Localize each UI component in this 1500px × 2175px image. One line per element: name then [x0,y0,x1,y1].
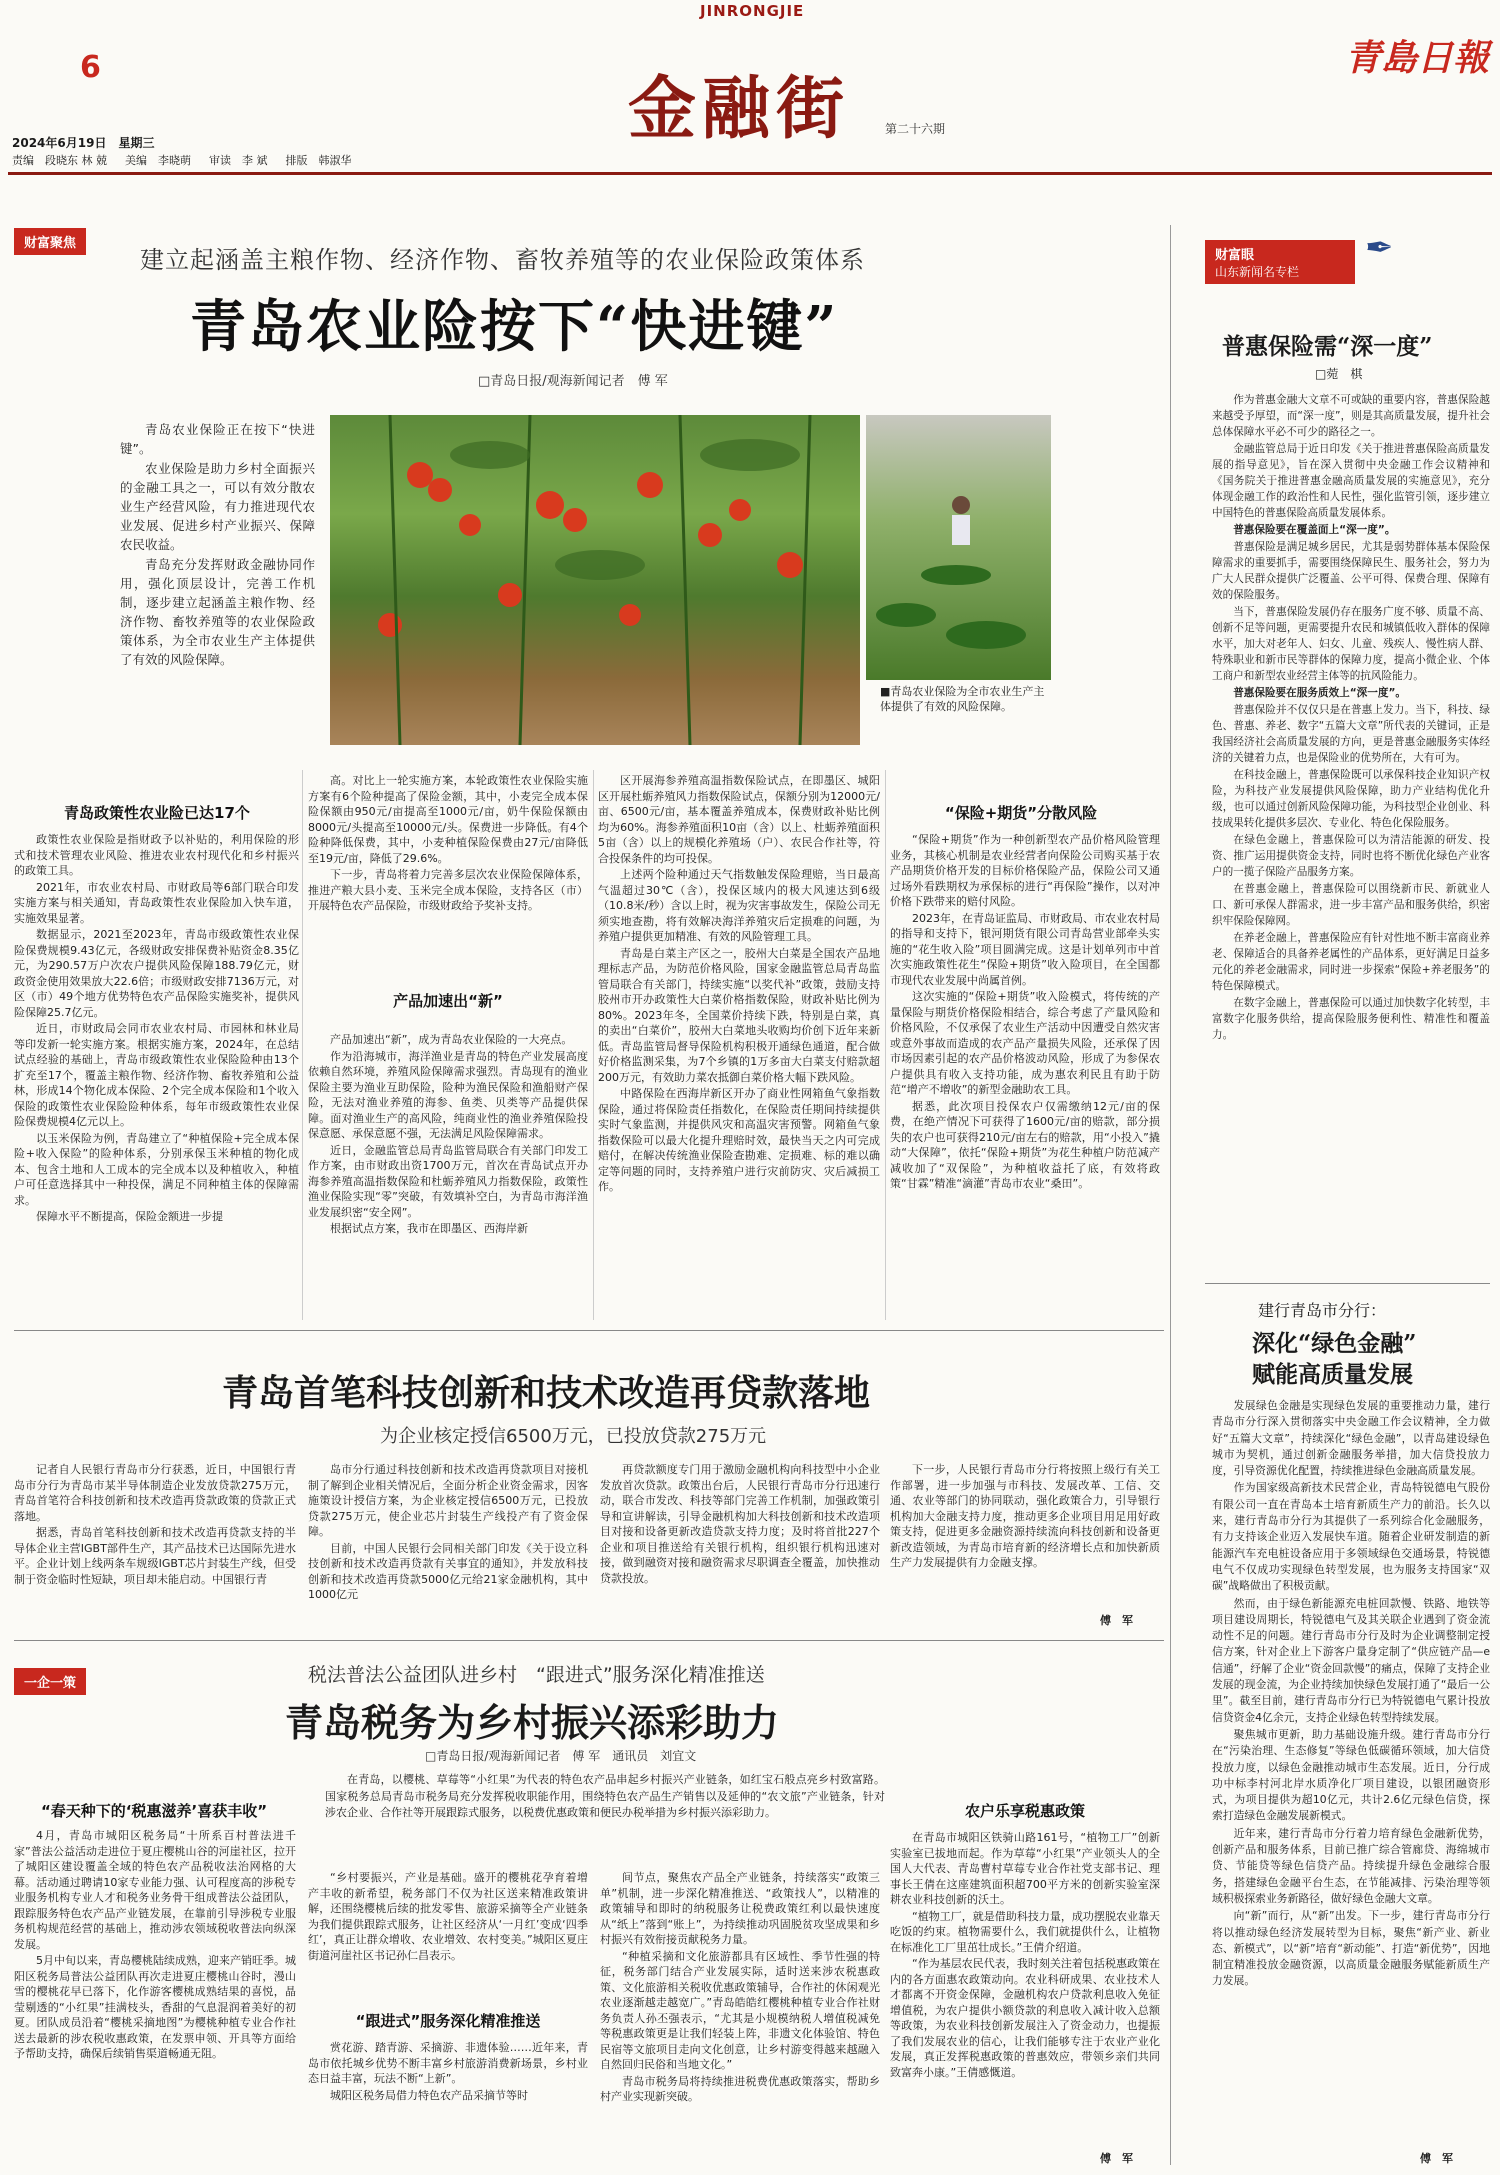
article3-lead [325,1772,885,1856]
column-divider [302,770,303,1320]
body-paragraph: 近日，金融监管总局青岛监管局联合有关部门印发工作方案，由市财政出资1700万元，首次在青岛试点开办海参养殖高温指数保险和杜蛎养殖风力指数保险，政策性渔业保险实现“零”突破，有效填补空白，为青岛市海洋渔业发展织密“安全网”。 [308,1143,588,1219]
article1-sub3: “保险+期货”分散风险 [944,804,1098,822]
sidebar-divider [1170,225,1171,2165]
body-paragraph: 2021年，市农业农村局、市财政局等6部门联合印发实施方案与相关通知，青岛政策性农业保险加入快车道，实施效果显著。 [14,880,299,925]
sidebar-body [1212,392,1490,1252]
article4-byline-end: 傅 军 [1420,2152,1453,2165]
article4-kicker: 建行青岛市分行： [1258,1301,1387,1320]
pen-icon: ✒ [1365,228,1394,268]
body-paragraph: 据悉，青岛首笔科技创新和技术改造再贷款支持的半导体企业主营IGBT部件生产，其产品技术已达国际先进水平。企业计划上线两条车规级IGBT芯片封装生产线，但受制于资金临时性短缺，项目却未能启动。中国银行青 [14,1526,296,1586]
sidebar-paragraph: 当下，普惠保险发展仍存在服务广度不够、质量不高、创新不足等问题，更需要提升农民和城镇低收入群体的保障水平，加大对老年人、妇女、儿童、残疾人、慢性病人群、特殊职业和新市民等群体的保障力度，提高小微企业、个体工商户和新型农业经营主体等的抗风险能力。 [1212,606,1490,682]
article3-tag: 一企一策 [14,1668,86,1695]
body-paragraph: “种植采摘和文化旅游都具有区域性、季节性强的特征，税务部门结合产业发展实际，适时送来涉农税惠政策、文化旅游相关税收优惠政策辅导，合作社的休闲观光农业逐渐越走越宽广。”青岛皓皓红樱桃种植专业合作社财务负责人孙丕强表示，“尤其是小规模纳税人增值税减免等税惠政策更是让我们轻装上阵，非遗文化体验馆、特色民宿等文旅项目走向文化创意，让乡村游变得越来越融入自然回归民俗和当地文化。” [600,1949,880,2071]
article1-sub2: 产品加速出“新” [393,992,503,1010]
article4-paragraph: 发展绿色金融是实现绿色发展的重要推动力量，建行青岛市分行深入贯彻落实中央金融工作会议精神，全力做好“五篇大文章”，持续深化“绿色金融”，以青岛建设绿色城市为契机，通过创新金融服务举措，加大信贷投放力度，引导资源优化配置，持续推进绿色金融高质量发展。 [1212,1399,1490,1478]
body-paragraph: 数据显示，2021至2023年，青岛市级政策性农业保险保费规模9.43亿元，各级财政安排保费补贴资金8.35亿元，为290.57万户次农户提供风险保障188.79亿元，财政资金使用效果放大22.6倍；市级财政安排7136万元，对区（市）49个地方优势特色农产品保险实施奖补，提供风险保障25.7亿元。 [14,928,299,1019]
article2-bottom-rule [14,1640,1164,1641]
sidebar-tag-line1: 财富眼 [1215,248,1255,263]
body-paragraph: 岛市分行通过科技创新和技术改造再贷款项目对接机制了解到企业相关情况后，全面分析企业资金需求，因客施策设计授信方案，为企业核定授信6500万元，已投放贷款275万元，使企业芯片封装生产线投产有了资金保障。 [308,1463,588,1538]
lead-paragraph: 青岛充分发挥财政金融协同作用，强化顶层设计，完善工作机制，逐步建立起涵盖主粮作物、经济作物、畜牧养殖等的农业保险政策体系，为全市农业生产主体提供了有效的风险保障。 [120,557,315,667]
body-paragraph: 上述两个险种通过天气指数触发保险理赔，当日最高气温超过30℃（含），投保区域内的极大风速达到6级（10.8米/秒）含以上时，视为灾害事故发生，保险公司无须实地查勘，将有效解决海洋养殖灾后定损难的问题，为养殖户提供更加精准、有效的风险管理工具。 [598,868,880,943]
credit-reviewer: 审读 李 斌 [209,154,268,167]
body-paragraph: “作为基层农民代表，我时刻关注着包括税惠政策在内的各方面惠农政策动向。农业科研成果、农业技术人才都离不开资金保障，金融机构农户贷款利息收入免征增值税，为农户提供小额贷款的利息收入减计收入总额等政策，为农业科技创新发展注入了资金动力，也提振了我们发展农业的信心，让我们能够专注于农业产业化发展，真正发挥税惠政策的普惠效应，带领乡亲们共同致富奔小康。”王倩感慨道。 [890,1957,1160,2079]
masthead [0,0,1500,167]
date-line: 2024年6月19日 星期三 [12,136,155,150]
column-divider [885,770,886,1320]
worker-illustration [866,415,1051,680]
body-paragraph: 作为沿海城市，海洋渔业是青岛的特色产业发展高度依赖自然环境，养殖风险保障需求强烈。青岛现有的渔业保险主要为渔业互助保险，险种为渔民保险和渔船财产保险，无法对渔业养殖的海参、鱼类、贝类等产品提供保障。面对渔业生产的高风险，纯商业性的渔业养殖保险投保意愿、承保意愿不强，无法满足风险保障需求。 [308,1049,588,1140]
field-worker-photo [866,415,1051,680]
sidebar-paragraph: 在养老金融上，普惠保险应有针对性地不断丰富商业养老、保障适合的具备养老属性的产品体系，更好满足日益多元化的养老金融需求，同时进一步探索“保险+养老服务”的特色保障模式。 [1212,932,1490,992]
body-paragraph: “保险+期货”作为一种创新型农产品价格风险管理业务，其核心机制是农业经营者向保险公司购买基于农产品期货价格开发的目标价格保险产品，保险公司又通过场外看跌期权为承保标的进行“再保险”操作，以对冲价格下跌带来的赔付风险。 [890,833,1160,908]
lead-paragraph: 青岛农业保险正在按下“快进键”。 [120,422,315,456]
article1-bottom-rule [14,1330,1164,1331]
article1-col2b [308,1032,588,1320]
article4-headline-line1: 深化“绿色金融” [1252,1330,1417,1357]
body-paragraph: “乡村要振兴，产业是基础。盛开的樱桃花孕育着增产丰收的新希望，税务部门不仅为社区送来精准政策讲解，还围绕樱桃后续的批发零售、旅游采摘等全产业链条为我们提供跟踪式服务，让社区经济从‘一月红’变成‘四季红’，真正让群众增收、农业增效、农村变美。”城阳区夏庄街道河崖社区书记孙仁昌表示。 [308,1871,588,1962]
credit-designer: 美编 李晓萌 [125,154,191,167]
sidebar-paragraph: 金融监管总局于近日印发《关于推进普惠保险高质量发展的指导意见》，旨在深入贯彻中央金融工作会议精神和《国务院关于推进普惠金融高质量发展的实施意见》，充分体现金融工作的政治性和人民性，强化监管引领，逐步建立中国特色的普惠保险高质量发展体系。 [1212,443,1490,519]
tomato-illustration [330,415,860,745]
article4-paragraph: 作为国家级高新技术民营企业，青岛特锐德电气股份有限公司一直在青岛本土培育新质生产力的前沿。长久以来，建行青岛市分行为其提供了一系列综合化金融服务，有力支持该企业迈入发展快车道。随着企业研发制造的新能源汽车充电桩设备应用于多领域绿色交通场景，特锐德电气不仅成功实现绿色转型发展，也为服务支持国家“双碳”战略做出了积极贡献。 [1212,1481,1490,1593]
article4-paragraph: 向“新”而行，从“新”出发。下一步，建行青岛市分行将以推动绿色经济发展转型为目标，聚焦“新产业、新业态、新模式”，以“新”培育“新动能”、打造“新优势”，因地制宜精准投放金融资源，以高质量金融服务赋能新质生产力发展。 [1212,1909,1490,1988]
lead-paragraph: 农业保险是助力乡村全面振兴的金融工具之一，可以有效分散农业生产经营风险，有力推进现代农业发展、促进乡村产业振兴、保障农民收益。 [120,461,315,552]
article4-paragraph: 聚焦城市更新，助力基础设施升级。建行青岛市分行在“污染治理、生态修复”等绿色低碳循环领域，加大信贷投放力度，以绿色金融推动城市生态发展。近日，分行成功中标李村河北岸水质净化厂项目建设，以银团融资形式，为项目提供为超10亿元，共计2.6亿元绿色信贷，探索打造绿色金融发展新模式。 [1212,1727,1490,1823]
article4-headline-line2: 赋能高质量发展 [1252,1361,1413,1388]
body-paragraph: 据悉，此次项目投保农户仅需缴纳12元/亩的保费，在绝产情况下可获得了1600元/亩的赔款，部分损失的农户也可获得210元/亩左右的赔款，用“小投入”撬动“大保障”，依托“保险+期货”为花生种植户防范减产减收加了“双保险”，为种植收益托了底，有效将政策“甘霖”精准“滴灌”青岛市农业“桑田”。 [890,1099,1160,1190]
article3-col1 [14,1828,296,2158]
page-number: 6 [80,50,101,85]
body-paragraph: 青岛是白菜主产区之一，胶州大白菜是全国农产品地理标志产品，为防范价格风险，国家金融监管总局青岛监管局联合有关部门，持续实施“以奖代补”政策，鼓励支持胶州市开办政策性大白菜价格指数保险，财政补贴比例为80%。2023年冬，全国菜价持续下跌，特别是白菜，真的卖出“白菜价”，胶州大白菜地头收购均价创下近年来新低。青岛监管局督导保险机构积极开通绿色通道，配合做好价格监测采集，为7个乡镇的1万多亩大白菜支付赔款超200万元，有效助力菜农抵御白菜价格大幅下跌风险。 [598,946,880,1084]
body-paragraph: 下一步，人民银行青岛市分行将按照上级行有关工作部署，进一步加强与市科技、发展改革、工信、交通、农业等部门的协同联动，强化政策合力，引导银行机构加大金融支持力度，推动更多企业项目用足用好政策支持，促进更多金融资源持续流向科技创新和设备更新改造领域，为青岛市培育新的经济增长点和加快新质生产力发展提供有力金融支撑。 [890,1463,1160,1569]
sidebar-paragraph: 普惠保险要在覆盖面上“深一度”。 [1233,524,1396,536]
body-paragraph: 青岛市税务局将持续推进税费优惠政策落实，帮助乡村产业实现新突破。 [600,2074,880,2103]
article2-subhead: 为企业核定授信6500万元，已投放贷款275万元 [380,1426,767,1447]
article3-sub1: “春天种下的‘税惠滋养’喜获丰收” [40,1802,268,1820]
masthead-rule [8,172,1492,175]
body-paragraph: 产品加速出“新”，成为青岛农业保险的一大亮点。 [330,1033,573,1046]
body-paragraph: 2023年，在青岛证监局、市财政局、市农业农村局的指导和支持下，银河期货有限公司青岛营业部牵头实施的“花生收入险”项目圆满完成。这是计划单列市中首次实施政策性花生“保险+期货”收入险项目，在全国都市现代农业发展中尚属首例。 [890,911,1160,987]
body-paragraph: 4月，青岛市城阳区税务局“十所系百村普法进千家”普法公益活动走进位于夏庄樱桃山谷的河崖社区，拉开了城阳区建设覆盖全域的特色农产品税收法治网格的大幕。活动通过聘请10家专业能力强、认可程度高的涉税专业服务机构专业人才和税务业务骨干组成普法公益团队，跟踪服务特色农产品产业链发展，在靠前引导涉税专业服务机构规范经营的基础上，推动涉农领域税收普法向纵深发展。 [14,1829,296,1951]
body-paragraph: 保障水平不断提高，保险金额进一步提 [36,1210,223,1223]
body-paragraph: “植物工厂，就是借助科技力量，成功摆脱农业靠天吃饭的约束。植物需要什么，我们就提供什么，让植物在标准化工厂里茁壮成长。”王倩介绍道。 [890,1909,1160,1954]
article2-byline-end: 傅 军 [1100,1614,1133,1627]
article1-col4 [890,832,1160,1320]
sidebar-author: □菀 棋 [1315,367,1363,381]
sidebar-paragraph: 在数字金融上，普惠保险可以通过加快数字化转型，丰富数字化服务供给，提高保险服务便利性、精准性和覆盖力。 [1212,997,1490,1041]
body-paragraph: 赏花游、踏青游、采摘游、非遗体验……近年来，青岛市依托城乡优势不断丰富乡村旅游消费新场景，乡村业态日益丰富，玩法不断“上新”。 [308,2041,588,2085]
body-paragraph: 目前，中国人民银行会同相关部门印发《关于设立科技创新和技术改造再贷款有关事宜的通知》，并发放科技创新和技术改造再贷款5000亿元给21家金融机构，其中1000亿元 [308,1541,588,1601]
article4-paragraph: 近年来，建行青岛市分行着力培育绿色金融新优势，创新产品和服务体系，目前已推广综合管廊贷、海绵城市贷、节能贷等绿色信贷产品。持续提升绿色金融综合服务，搭建绿色金融平台生态，在节能减排、污染治理等领域积极探索业务新路径，做好绿色金融大文章。 [1212,1826,1490,1905]
article3-byline-end: 傅 军 [1100,2152,1133,2165]
article3-col4 [890,1830,1160,2140]
sidebar-title: 普惠保险需“深一度” [1222,333,1433,360]
article4-body [1212,1398,1490,2148]
article3-sub2: “跟进式”服务深化精准推送 [355,2012,541,2030]
article3-byline: □青岛日报/观海新闻记者 傅 军 通讯员 刘宜文 [425,1749,697,1763]
article3-kicker: 税法普法公益团队进乡村 “跟进式”服务深化精准推送 [308,1664,765,1686]
sidebar-paragraph: 在普惠金融上，普惠保险可以围绕新市民、新就业人口、新可承保人群需求，进一步丰富产品和服务供给，织密织牢保险保障网。 [1212,883,1490,927]
section-title: 金融街 [628,69,851,149]
article3-headline: 青岛税务为乡村振兴添彩助力 [285,1700,780,1745]
page-pinyin: JINRONGJIE [700,2,805,20]
article2-col2 [308,1462,588,1632]
article1-lead [120,420,315,710]
body-paragraph: 下一步，青岛将着力完善多层次农业保险保障体系，推进产粮大县小麦、玉米完全成本保险，支持各区（市）开展特色农产品保险，市级财政给予奖补支持。 [308,868,588,912]
article2-col1 [14,1462,296,1632]
paper-logo: 青島日報 [1345,37,1490,79]
body-paragraph: 根据试点方案，我市在即墨区、西海岸新 [330,1222,528,1235]
sidebar-rule [1205,1283,1490,1284]
body-paragraph: 近日，市财政局会同市农业农村局、市园林和林业局等印发新一轮实施方案。根据实施方案，2024年，在总结试点经验的基础上，青岛市级政策性农业保险险种由13个扩充至17个，覆盖主粮作物、经济作物、畜牧养殖和公益林，形成14个物化成本保险、2个完全成本保险和1个收入保险的政策性农业保险险种体系，每年市级政策性农业保险保费规模4亿元以上。 [14,1022,299,1128]
credits-line [12,152,352,168]
body-paragraph: 高。对比上一轮实施方案，本轮政策性农业保险实施方案有6个险种提高了保险金额，其中，小麦完全成本保险保额由950元/亩提高至1000元/亩，奶牛保险保额由8000元/头提高至10000元/头。保费进一步降低。有4个险种降低保费，其中，小麦种植保险保费由27元/亩降低至19元/亩，降低了29.6%。 [308,774,588,865]
issue-number: 第二十六期 [885,122,946,136]
sidebar-paragraph: 作为普惠金融大文章不可或缺的重要内容，普惠保险越来越受予厚望，而“深一度”，则是其高质量发展，提升社会总体保障水平必不可少的路径之一。 [1212,394,1490,438]
body-paragraph: 间节点，聚焦农产品全产业链条，持续落实“政策三单”机制，进一步深化精准推送、“政策找人”，以精准的政策辅导和即时的纳税服务让税费政策红利以最快速度从“纸上”落到“账上”，为持续推动巩固脱贫攻坚成果和乡村振兴有效衔接贡献税务力量。 [600,1871,880,1946]
body-paragraph: 这次实施的“保险+期货”收入险模式，将传统的产量保险与期货价格保险相结合，综合考虑了产量风险和价格风险，不仅承保了农业生产活动中因遭受自然灾害或意外事故而造成的农产品产量损失风险，还承保了因市场因素引起的农产品价格波动风险，形成了为参保农户提供具有收入支持功能，成为惠农利民且有助于防范“增产不增收”的新型金融助农工具。 [890,990,1160,1096]
sidebar-paragraph: 在科技金融上，普惠保险既可以承保科技企业知识产权险，为科技产业发展提供风险保障，助力产业结构优化升级，也可以通过创新风险保障功能，为科技型企业创业、科技成果转化提供多层次、专业化、特色化保险服务。 [1212,769,1490,829]
article1-col1 [14,832,299,1320]
body-paragraph: 城阳区税务局借力特色农产品采摘节等时 [330,2088,528,2102]
article1-headline: 青岛农业险按下“快进键” [190,294,839,360]
article1-col2 [308,773,588,973]
article1-sub1: 青岛政策性农业险已达17个 [64,804,250,822]
body-paragraph: 中路保险在西海岸新区开办了商业性网箱鱼气象指数保险，通过将保险责任指数化，在保险责任期间持续提供实时气象监测，并提供风灾和高温灾害预警。网箱鱼气象指数保险可以最大化提升理赔时效，最快当天之内可完成赔付，在解决传统渔业保险查勘难、定损难、标的难以确定等问题的同时，支持养殖户进行灾前防灾、灾后减损工作。 [598,1087,880,1193]
article2-col3 [600,1462,880,1632]
article2-headline: 青岛首笔科技创新和技术改造再贷款落地 [222,1372,871,1414]
body-paragraph: 以玉米保险为例，青岛建立了“种植保险+完全成本保险+收入保险”的险种体系，分别承保玉米种植的物化成本、包含土地和人工成本的完全成本以及种植收入，种植户可任意选择其中一种投保，满足不同种植主体的保障需求。 [14,1131,299,1207]
credit-editor: 责编 段晓东 林 兢 [12,154,107,167]
article1-col3 [598,773,880,1320]
tomato-greenhouse-photo [330,415,860,745]
article1-tag: 财富聚焦 [14,228,86,255]
column-divider [593,770,594,1320]
sidebar-paragraph: 普惠保险要在服务质效上“深一度”。 [1233,687,1407,699]
body-paragraph: 再贷款额度专门用于激励金融机构向科技型中小企业发放首次贷款。政策出台后，人民银行青岛市分行迅速行动，联合市发改、科技等部门完善工作机制，加强政策引导和宣讲解读，引导金融机构加大科技创新和技术改造项目对接和设备更新改造贷款支持力度；及时将首批227个企业和项目推送给有关银行机构，组织银行机构迅速对接，做到融资对接和融资需求尽职调查全覆盖，加快推动贷款投放。 [600,1463,880,1585]
sidebar-paragraph: 在绿色金融上，普惠保险可以为清洁能源的研发、投资、推广运用提供资金支持，同时也将不断优化绿色产业客户的一揽子保险产品服务方案。 [1212,834,1490,878]
sidebar-paragraph: 普惠保险并不仅仅只是在普惠上发力。当下，科技、绿色、普惠、养老、数字“五篇大文章”所代表的关键词，正是我国经济社会高质量发展的方向，更是普惠金融服务实体经济的关键着力点，也是保险业的优势所在，大有可为。 [1212,704,1490,764]
article1-kicker: 建立起涵盖主粮作物、经济作物、畜牧养殖等的农业保险政策体系 [140,246,865,274]
sidebar-tag [1205,240,1355,284]
article1-byline: □青岛日报/观海新闻记者 傅 军 [478,374,668,389]
body-paragraph: 在青岛市城阳区铁骑山路161号，“植物工厂”创新实验室已拔地而起。作为草莓“小红果”产业领头人的全国人大代表、青岛曹村草莓专业合作社党支部书记、理事长王倩在这座建筑面积超700平方米的创新实验室深耕农业科技创新的沃土。 [890,1831,1160,1906]
article3-col2b [308,2040,588,2158]
body-paragraph: 政策性农业保险是指财政予以补贴的，利用保险的形式和技术管理农业风险、推进农业农村现代化和乡村振兴的政策工具。 [14,833,299,877]
body-paragraph: 记者自人民银行青岛市分行获悉，近日，中国银行青岛市分行为青岛市某半导体制造企业发放贷款275万元，青岛首笔符合科技创新和技术改造再贷款政策的贷款正式落地。 [14,1463,296,1523]
lead-paragraph: 在青岛，以樱桃、草莓等“小红果”为代表的特色农产品串起乡村振兴产业链条，如红宝石般点亮乡村致富路。国家税务总局青岛市税务局充分发挥税收职能作用，围绕特色农产品生产销售以及延伸的“农文旅”产业链条，针对涉农企业、合作社等开展跟踪式服务，以税费优惠政策和便民办税举措为乡村振兴添彩助力。 [325,1773,885,1819]
article3-col3 [600,1870,880,2158]
article2-col4 [890,1462,1160,1612]
sidebar-tag-line2: 山东新闻名专栏 [1215,265,1300,279]
body-paragraph: 区开展海参养殖高温指数保险试点，在即墨区、城阳区开展杜蛎养殖风力指数保险试点，保额分别为12000元/亩、6500元/亩，基本覆盖养殖成本，保费财政补贴比例均为60%。海参养殖面积10亩（含）以上、杜蛎养殖面积5亩（含）以上的规模化养殖场（户）、农民合作社等，符合投保条件的均可投保。 [598,774,880,865]
article3-col2 [308,1870,588,2000]
credit-layout: 排版 韩淑华 [285,154,352,167]
body-paragraph: 5月中旬以来，青岛樱桃陆续成熟，迎来产销旺季。城阳区税务局普法公益团队再次走进夏庄樱桃山谷时，漫山雪的樱桃花早已落下，化作游客樱桃成熟结果的喜悦，晶莹剔透的“小红果”挂满枝头，香甜的气息混润着美好的初夏。团队成员沿着“樱桃采摘地图”为樱桃种植专业合作社送去最新的涉农税收惠政策，在发票申领、开具等方面给予帮助支持，确保后续销售渠道畅通无阻。 [14,1954,296,2060]
sidebar-paragraph: 普惠保险是满足城乡居民，尤其是弱势群体基本保险保障需求的重要抓手，需要围绕保障民生、服务社会，努力为广大人民群众提供广泛覆盖、公平可得、保费合理、保障有效的保险服务。 [1212,541,1490,601]
photo-caption: ■青岛农业保险为全市农业生产主体提供了有效的风险保障。 [880,685,1045,713]
article3-sub3: 农户乐享税惠政策 [964,1802,1085,1820]
article4-paragraph: 然而，由于绿色新能源充电桩回款慢、铁路、地铁等项目建设周期长，特锐德电气及其关联企业遇到了资金流动性不足的问题。建行青岛市分行及时为企业调整制定授信方案，针对企业上下游客户量身定制了“供应链产品—e信通”，纾解了企业“资金回款慢”的痛点，保障了支持企业发展的现金流，为企业持续加快绿色发展打通了“最后一公里”。截至目前，建行青岛市分行已为特锐德电气累计投放信贷资金4亿余元，支持企业绿色转型持续发展。 [1212,1596,1490,1724]
